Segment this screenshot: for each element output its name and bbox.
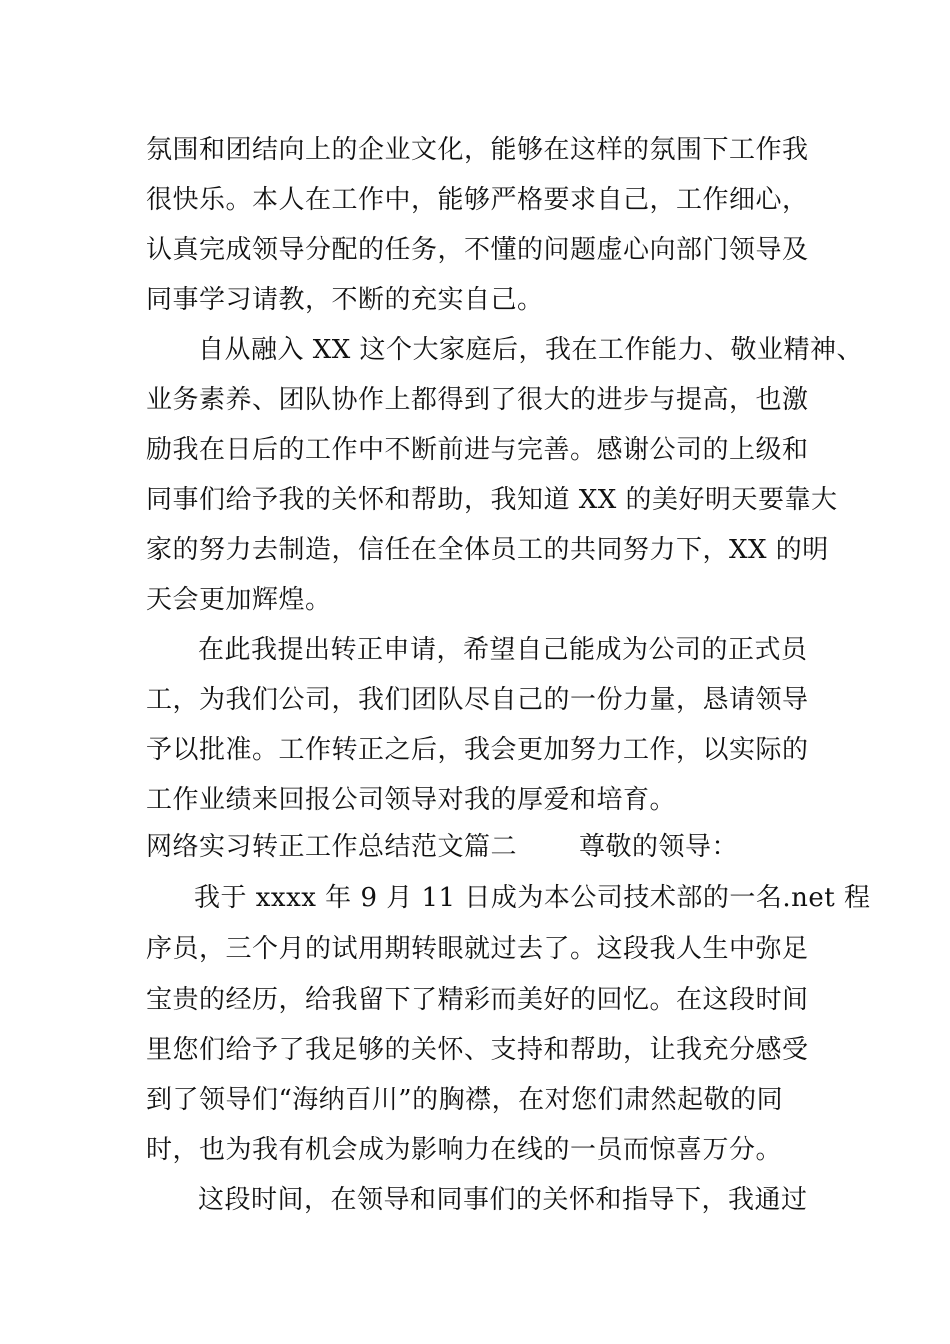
paragraph-1-line-3: 认真完成领导分配的任务，不懂的问题虚心向部门领导及 (146, 235, 809, 265)
paragraph-2-line-4: 同事们给予我的关怀和帮助，我知道 XX 的美好明天要靠大 (146, 485, 838, 515)
paragraph-4-line-3: 宝贵的经历，给我留下了精彩而美好的回忆。在这段时间 (146, 985, 809, 1015)
paragraph-2-line-5: 家的努力去制造，信任在全体员工的共同努力下，XX 的明 (146, 535, 829, 565)
paragraph-5-line-1: 这段时间，在领导和同事们的关怀和指导下，我通过 (198, 1185, 808, 1215)
paragraph-1-line-2: 很快乐。本人在工作中，能够严格要求自己，工作细心， (146, 185, 809, 215)
paragraph-2-line-3: 励我在日后的工作中不断前进与完善。感谢公司的上级和 (146, 435, 809, 465)
paragraph-1-line-4: 同事学习请教，不断的充实自己。 (146, 285, 544, 315)
salutation: 尊敬的领导： (579, 832, 739, 862)
paragraph-2-line-6: 天会更加辉煌。 (146, 585, 332, 615)
paragraph-3-line-3: 予以批准。工作转正之后，我会更加努力工作，以实际的 (146, 735, 809, 765)
paragraph-4-line-5: 到了领导们“海纳百川”的胸襟，在对您们肃然起敬的同 (146, 1085, 784, 1115)
paragraph-4-line-4: 里您们给予了我足够的关怀、支持和帮助，让我充分感受 (146, 1035, 809, 1065)
paragraph-4-line-2: 序员，三个月的试用期转眼就过去了。这段我人生中弥足 (146, 934, 809, 964)
paragraph-4-line-1: 我于 xxxx 年 9 月 11 日成为本公司技术部的一名.net 程 (194, 883, 871, 913)
section-heading (146, 831, 738, 863)
paragraph-2-line-2: 业务素养、团队协作上都得到了很大的进步与提高，也激 (146, 385, 809, 415)
section-title: 网络实习转正工作总结范文篇二 (146, 832, 518, 862)
paragraph-4-line-6: 时，也为我有机会成为影响力在线的一员而惊喜万分。 (146, 1135, 783, 1165)
paragraph-3-line-1: 在此我提出转正申请，希望自己能成为公司的正式员 (198, 635, 808, 665)
paragraph-2-line-1: 自从融入 XX 这个大家庭后，我在工作能力、敬业精神、 (198, 335, 864, 365)
paragraph-3-line-4: 工作业绩来回报公司领导对我的厚爱和培育。 (146, 785, 677, 815)
paragraph-3-line-2: 工，为我们公司，我们团队尽自己的一份力量，恳请领导 (146, 685, 809, 715)
paragraph-1-line-1: 氛围和团结向上的企业文化，能够在这样的氛围下工作我 (146, 135, 809, 165)
